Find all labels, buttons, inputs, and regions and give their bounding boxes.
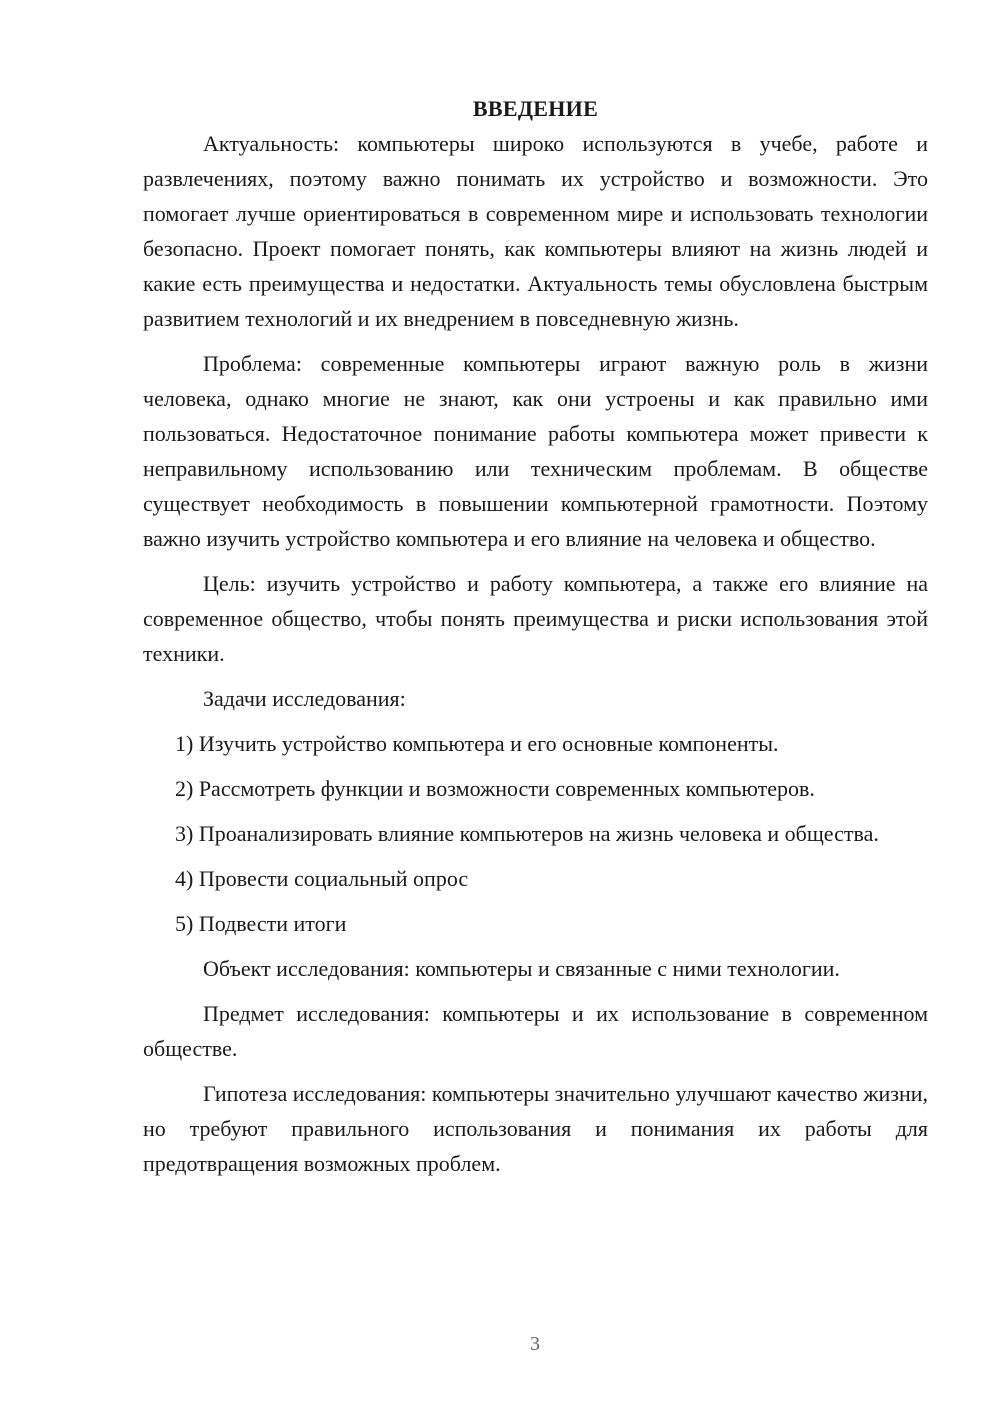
paragraph-problem: Проблема: современные компьютеры играют важную роль в жизни человека, однако многие не знают, как они устроены и как правильно ими пользоваться. Недостаточное понимание работы компьютера может привести к неправильному использованию или техническим проблемам. В обществе существует необходимость в повышении компьютерной грамотности. Поэтому важно изучить устройство компьютера и его влияние на человека и общество. bbox=[143, 351, 928, 551]
task-item-5: 5) Подвести итоги bbox=[175, 911, 347, 936]
section-title: ВВЕДЕНИЕ bbox=[472, 96, 599, 121]
task-item-4: 4) Провести социальный опрос bbox=[175, 866, 469, 891]
task-item-2: 2) Рассмотреть функции и возможности современных компьютеров. bbox=[175, 776, 815, 801]
paragraph-hypothesis: Гипотеза исследования: компьютеры значительно улучшают качество жизни, но требуют правильного использования и понимания их работы для предотвращения возможных проблем. bbox=[143, 1081, 928, 1176]
paragraph-subject: Предмет исследования: компьютеры и их использование в современном обществе. bbox=[143, 1001, 928, 1061]
task-item-1: 1) Изучить устройство компьютера и его основные компоненты. bbox=[175, 731, 779, 756]
paragraph-object: Объект исследования: компьютеры и связанные с ними технологии. bbox=[203, 956, 840, 981]
paragraph-relevance: Актуальность: компьютеры широко используются в учебе, работе и развлечениях, поэтому важно понимать их устройство и возможности. Это помогает лучше ориентироваться в современном мире и использовать технологии безопасно. Проект помогает понять, как компьютеры влияют на жизнь людей и какие есть преимущества и недостатки. Актуальность темы обусловлена быстрым развитием технологий и их внедрением в повседневную жизнь. bbox=[143, 131, 928, 331]
tasks-heading: Задачи исследования: bbox=[203, 686, 406, 711]
task-item-3: 3) Проанализировать влияние компьютеров на жизнь человека и общества. bbox=[175, 821, 879, 846]
document-page bbox=[143, 92, 928, 1191]
paragraph-goal: Цель: изучить устройство и работу компьютера, а также его влияние на современное общество, чтобы понять преимущества и риски использования этой техники. bbox=[143, 571, 928, 666]
page-number: 3 bbox=[530, 1333, 540, 1355]
